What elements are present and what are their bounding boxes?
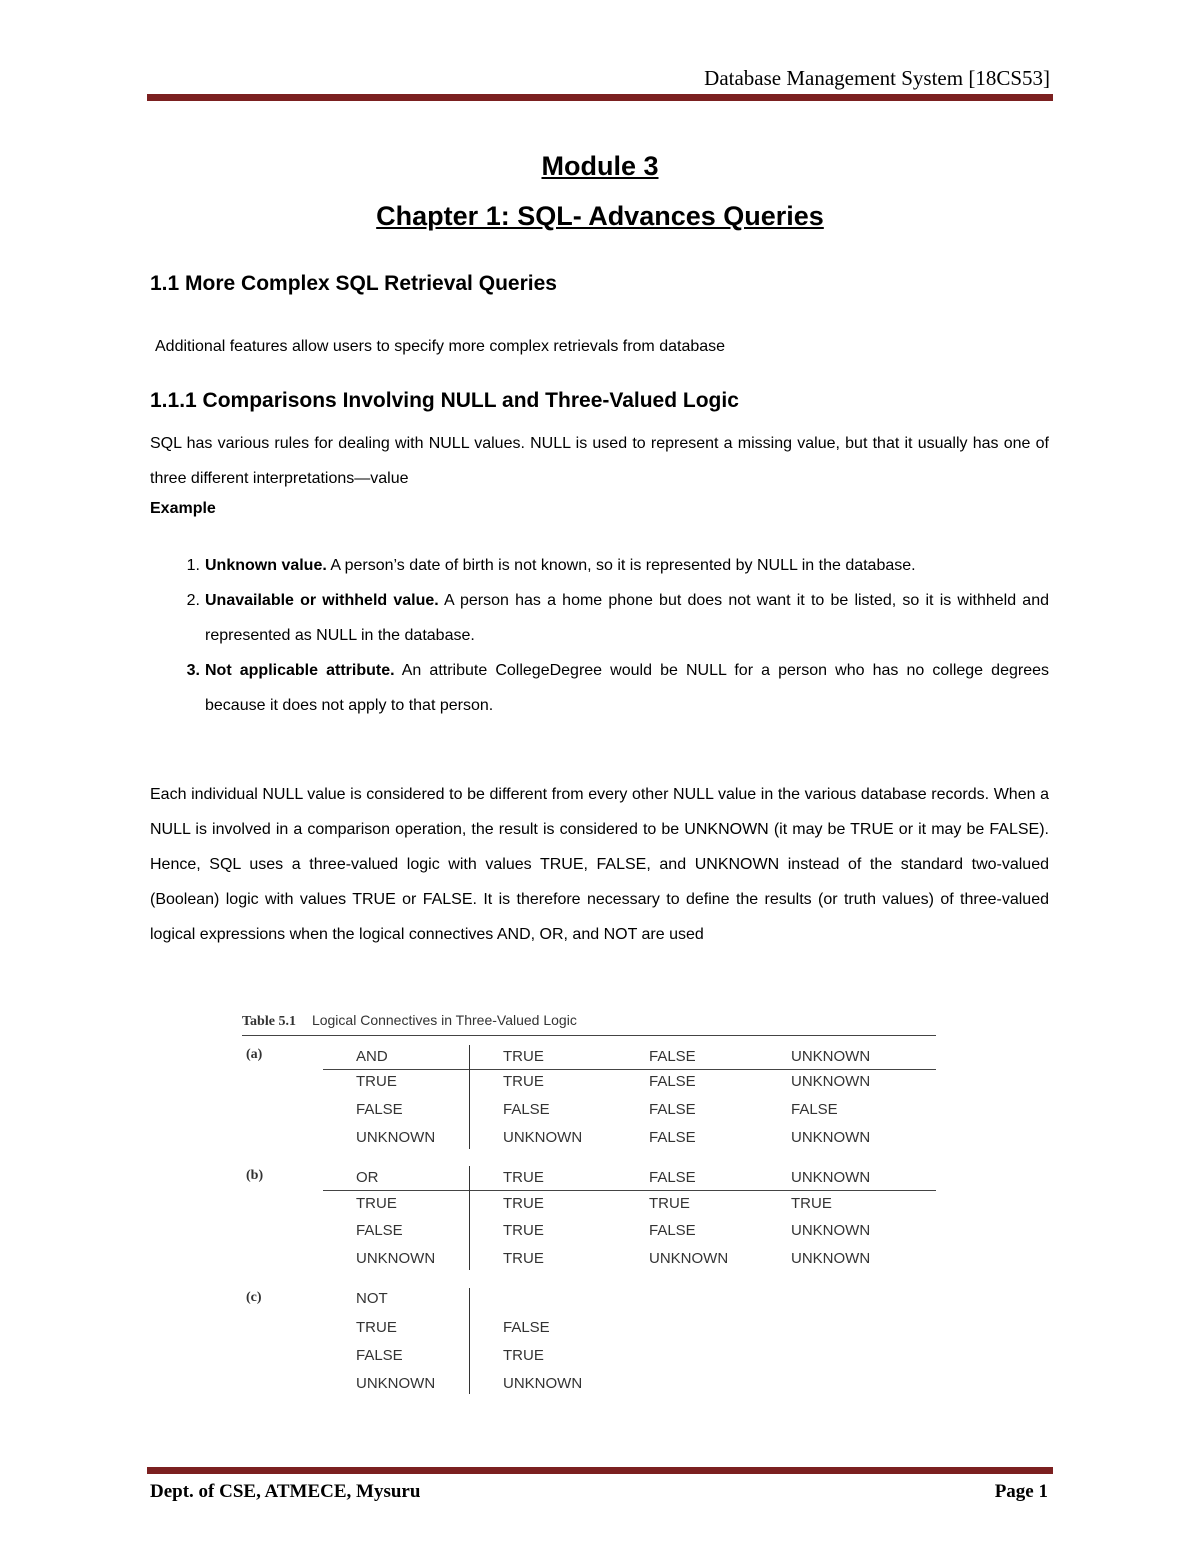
table-cell: UNKNOWN: [356, 1250, 436, 1267]
table-cell: TRUE: [356, 1073, 397, 1090]
section-intro-text: Additional features allow users to specify more complex retrievals from database: [155, 338, 726, 355]
table-cell: TRUE: [356, 1319, 397, 1336]
list-item-body: [205, 583, 1049, 653]
table-header-cell: TRUE: [503, 1169, 544, 1186]
table-cell: TRUE: [503, 1222, 544, 1239]
table-cell: FALSE: [791, 1101, 838, 1118]
table-cell: FALSE: [503, 1101, 550, 1118]
list-item-text: An attribute CollegeDegree would be NULL for a person who has no college degrees because it does not apply to that person.: [205, 662, 1049, 714]
table-cell: UNKNOWN: [356, 1129, 436, 1146]
three-valued-logic-paragraph: Each individual NULL value is considered to be different from every other NULL value in the various database records. When a NULL is involved in a comparison operation, the result is considered to be UNKNOWN (it may be TRUE or it may be FALSE). Hence, SQL uses a three-valued logic with values TRUE, FALSE, and UNKNOWN instead of the standard two-valued (Boolean) logic with values TRUE or FALSE. It is therefore necessary to define the results (or truth values) of three-valued logical expressions when the logical connectives AND, OR, and NOT are used: [150, 786, 1049, 943]
list-item-term: Unavailable or withheld value.: [205, 592, 439, 609]
list-item-body: [205, 548, 1049, 583]
table-cell: UNKNOWN: [356, 1375, 436, 1392]
footer-department: Dept. of CSE, ATMECE, Mysuru: [150, 1481, 421, 1502]
table-cell: TRUE: [503, 1195, 544, 1212]
example-label: Example: [150, 500, 216, 517]
table-header-cell: FALSE: [649, 1169, 696, 1186]
table-header-cell: UNKNOWN: [791, 1048, 871, 1065]
table-cell: TRUE: [356, 1195, 397, 1212]
table-header-cell: UNKNOWN: [791, 1169, 871, 1186]
table-number: Table 5.1: [242, 1014, 296, 1029]
footer-rule: [147, 1467, 1053, 1474]
list-item-body: [205, 653, 1049, 723]
table-cell: FALSE: [649, 1222, 696, 1239]
list-item-text: A person’s date of birth is not known, so it is represented by NULL in the database.: [326, 557, 916, 574]
table-cell: UNKNOWN: [791, 1073, 871, 1090]
table-cell: UNKNOWN: [503, 1129, 583, 1146]
table-cell: UNKNOWN: [649, 1250, 729, 1267]
table-header-cell: NOT: [356, 1290, 388, 1307]
list-item-term: Not applicable attribute.: [205, 662, 395, 679]
table-divider: [469, 1045, 470, 1149]
table-caption: [242, 1012, 577, 1030]
table-part-label-c: (c): [246, 1290, 262, 1305]
table-header-cell: OR: [356, 1169, 379, 1186]
list-number: 1.: [186, 557, 200, 574]
module-title: Module 3: [541, 151, 659, 181]
table-cell: FALSE: [356, 1101, 403, 1118]
table-cell: FALSE: [649, 1073, 696, 1090]
table-cell: TRUE: [503, 1073, 544, 1090]
table-cell: UNKNOWN: [791, 1222, 871, 1239]
list-item-text: A person has a home phone but does not want it to be listed, so it is withheld and represented as NULL in the database.: [205, 592, 1050, 644]
table-cell: FALSE: [649, 1129, 696, 1146]
list-item-term: Unknown value.: [205, 557, 327, 574]
table-divider: [469, 1166, 470, 1270]
null-intro-paragraph: SQL has various rules for dealing with NULL values. NULL is used to represent a missing value, but that it usually has one of three different interpretations—value: [150, 435, 1049, 487]
list-item: [150, 548, 1049, 583]
list-number: 2.: [186, 592, 200, 609]
table-part-label-b: (b): [246, 1168, 264, 1183]
list-item: [150, 653, 1049, 723]
table-cell: FALSE: [503, 1319, 550, 1336]
table-caption-text: Logical Connectives in Three-Valued Logic: [311, 1012, 577, 1028]
table-cell: TRUE: [649, 1195, 690, 1212]
table-cell: TRUE: [503, 1250, 544, 1267]
table-caption-rule: [242, 1035, 936, 1036]
footer-page-number: Page 1: [994, 1481, 1048, 1502]
list-item: [150, 583, 1049, 653]
table-header-cell: FALSE: [649, 1048, 696, 1065]
table-cell: TRUE: [791, 1195, 832, 1212]
table-cell: UNKNOWN: [791, 1250, 871, 1267]
table-cell: TRUE: [503, 1347, 544, 1364]
table-cell: FALSE: [649, 1101, 696, 1118]
table-header-cell: TRUE: [503, 1048, 544, 1065]
table-cell: FALSE: [356, 1222, 403, 1239]
table-divider: [469, 1288, 470, 1394]
table-header-cell: AND: [356, 1048, 388, 1065]
table-cell: UNKNOWN: [503, 1375, 583, 1392]
table-cell: UNKNOWN: [791, 1129, 871, 1146]
table-cell: FALSE: [356, 1347, 403, 1364]
table-header-rule: [323, 1190, 936, 1191]
table-header-rule: [323, 1069, 936, 1070]
table-part-label-a: (a): [246, 1047, 263, 1062]
page-header-title: Database Management System [18CS53]: [704, 66, 1050, 90]
list-number: 3.: [186, 662, 200, 679]
null-interpretations-list: [150, 548, 1049, 723]
section-heading-1-1-1: 1.1.1 Comparisons Involving NULL and Three-Valued Logic: [150, 389, 739, 412]
header-rule: [147, 94, 1053, 101]
section-heading-1-1: 1.1 More Complex SQL Retrieval Queries: [150, 272, 557, 295]
chapter-title: Chapter 1: SQL- Advances Queries: [376, 201, 824, 231]
